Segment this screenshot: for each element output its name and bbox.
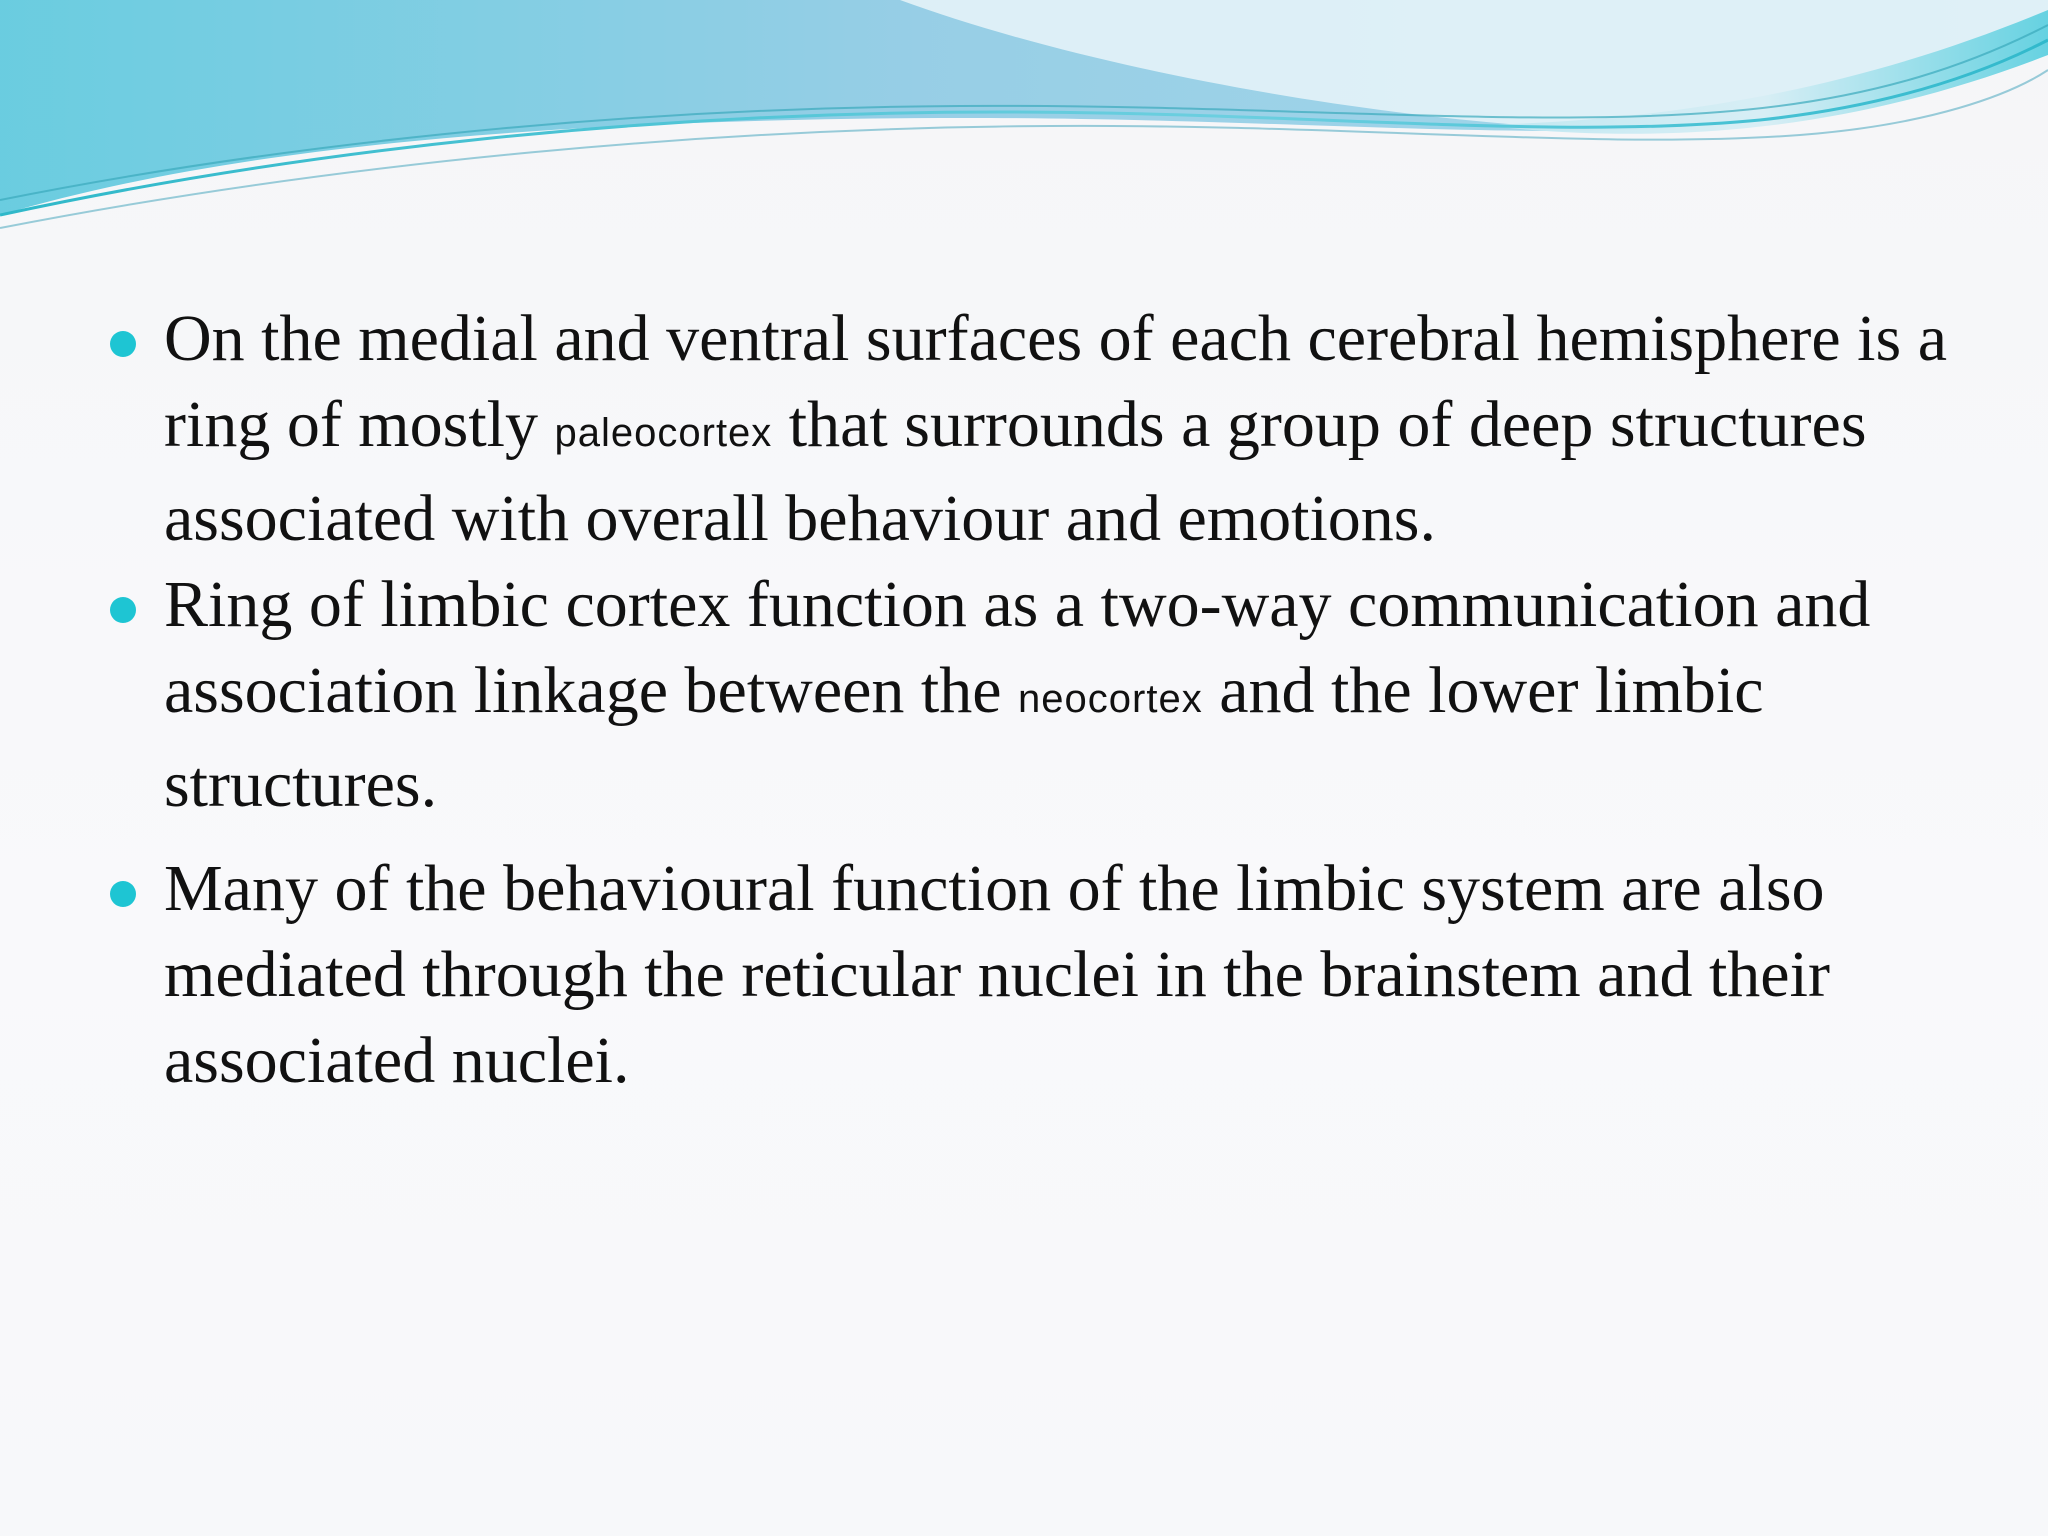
header-wave-decoration <box>0 0 2048 260</box>
term-neocortex: neocortex <box>1018 677 1203 721</box>
bullet-item-1 <box>110 296 1970 562</box>
bullet-text-3: Many of the behavioural function of the limbic system are also mediated through the reticular nuclei in the brainstem and their associated nuclei. <box>164 852 1830 1097</box>
bullet-text-2: Ring of limbic cortex function as a two-way communication and association linkage between the neocortex and the lower limbic structures. <box>164 568 1871 821</box>
bullet-item-3 <box>110 846 1970 1104</box>
bullet-dot <box>110 597 136 623</box>
bullet-dot <box>110 331 136 357</box>
bullet-text-1: On the medial and ventral surfaces of each cerebral hemisphere is a ring of mostly paleocortex that surrounds a group of deep structures associated with overall behaviour and emotions. <box>164 302 1947 555</box>
bullet-item-2 <box>110 562 1970 828</box>
bullet-dot <box>110 881 136 907</box>
term-paleocortex: paleocortex <box>554 411 773 455</box>
bullet-list <box>110 296 1970 1104</box>
